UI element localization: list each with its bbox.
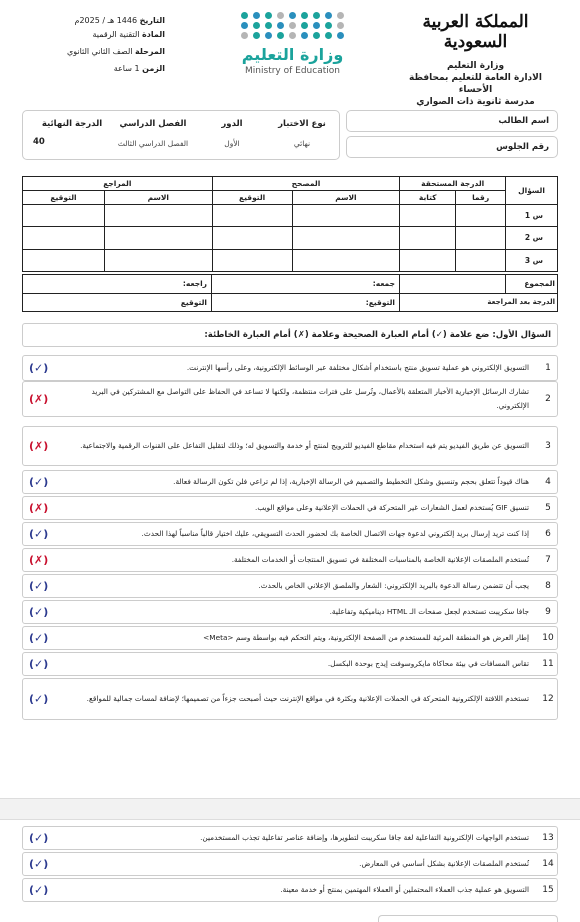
header-left [25, 14, 165, 76]
question-number: 14 [542, 859, 554, 869]
question-item [22, 574, 558, 598]
after-review-label: الدرجة بعد المراجعة [400, 293, 558, 312]
question-text: تنسيق GIF يُستخدم لعمل الشعارات غير المتحركة في الحملات الإعلانية وعلى مواقع الويب. [255, 503, 529, 512]
sign2-label: التوقيع [23, 293, 212, 312]
question-item [22, 355, 558, 381]
question-number: 12 [542, 694, 554, 704]
question-text: التسويق الإلكتروني هو عملية تسويق منتج باستخدام أشكال مختلفة عبر الوسائط الإلكترونية، وعلى رأسها الإنترنت. [186, 363, 529, 372]
check-mark-icon[interactable]: (✓) [29, 692, 49, 706]
question-number: 3 [545, 441, 551, 451]
question-number: 15 [542, 885, 554, 895]
page-break [0, 798, 580, 820]
question-number: 13 [542, 833, 554, 843]
table-row: س 2 [23, 227, 558, 249]
question-number: 9 [545, 607, 551, 617]
check-mark-icon[interactable]: (✓) [29, 527, 49, 541]
check-mark-icon[interactable]: (✓) [29, 657, 49, 671]
check-mark-icon[interactable]: (✓) [29, 361, 49, 375]
table-row: س 3 [23, 249, 558, 271]
student-name-field[interactable] [346, 110, 558, 132]
section-title [22, 323, 558, 347]
seat-number-field[interactable] [346, 136, 558, 158]
question-number: 6 [545, 529, 551, 539]
check-mark-icon[interactable]: (✓) [29, 605, 49, 619]
stage-value: الصف الثاني الثانوي [66, 47, 133, 56]
question-item [22, 496, 558, 520]
subject-label: المادة [142, 30, 165, 39]
corrector-header: المصحح [212, 177, 400, 191]
reviewed-label: راجعه: [23, 275, 212, 294]
question-number: 10 [542, 633, 554, 643]
question-text: تشارك الرسائل الإخبارية الأخبار المتعلقة بالأعمال، وتُرسل على فترات منتظمة، ولكنها لا تساعد في الحفاظ على التواصل مع المشتركين في البريد الإلكتروني. [91, 387, 529, 410]
earned-header: الدرجة المستحقة [400, 177, 506, 191]
question-text: التسويق عن طريق الفيديو يتم فيه استخدام مقاطع الفيديو للترويج لمنتج أو خدمة والتسويق له؛ وذلك لتقليل التفاعل على القنوات الرقمية والاجتماعية. [80, 441, 529, 450]
question-item [22, 522, 558, 546]
question-text: تُستخدم الملصقات الإعلانية بشكل أساسي في المعارض. [359, 859, 529, 868]
exam-type: نوع الاختبار نهائي [278, 119, 326, 148]
exam-info [22, 110, 340, 160]
question-text: إذا كنت تريد إرسال بريد إلكتروني لدعوة جهات الاتصال الخاصة بك لحضور الحدث التسويقي، عليك اختيار قالباً مناسباً لهذا الحدث. [141, 529, 529, 538]
question-number: 2 [545, 394, 551, 404]
next-section-box [378, 915, 558, 922]
question-number: 1 [545, 363, 551, 373]
table-row: س 1 [23, 205, 558, 227]
question-number: 8 [545, 581, 551, 591]
cross-mark-icon[interactable]: (✗) [29, 501, 49, 515]
question-item [22, 678, 558, 720]
question-item [22, 652, 558, 676]
check-mark-icon[interactable]: (✓) [29, 631, 49, 645]
final-grade: الدرجة النهائية 40 [33, 119, 103, 147]
school-name: مدرسة ثانوية ذات الصواري [416, 97, 535, 107]
question-item [22, 470, 558, 494]
cross-mark-icon[interactable]: (✗) [29, 439, 49, 453]
question-text: إطار العرض هو المنطقة المرئية للمستخدم من الصفحة الإلكترونية، ويتم التحكم فيه بواسطة وسم <Meta> [203, 633, 529, 642]
seat-number-label: رقم الجلوس [496, 142, 549, 152]
grades-table: السؤال الدرجة المستحقة المصحح المراجع رقما كتابة الاسم التوقيع الاسم التوقيع س 1 س 2 س 3 [22, 176, 558, 272]
logo-english: Ministry of Education [245, 66, 340, 76]
question-item [22, 381, 558, 417]
sign-label: التوقيع: [212, 293, 400, 312]
question-item [22, 626, 558, 650]
question-number: 5 [545, 503, 551, 513]
total-label: المجموع [506, 275, 558, 294]
ministry-name: وزارة التعليم [446, 61, 505, 71]
cross-mark-icon[interactable]: (✗) [29, 392, 49, 406]
section-title-text: السؤال الأول: ضع علامة (✓) أمام العبارة الصحيحة وعلامة (✗) أمام العبارة الخاطئة: [204, 330, 551, 340]
date-value: 1446 هـ / 2025م [74, 16, 138, 25]
check-mark-icon[interactable]: (✓) [29, 857, 49, 871]
cross-mark-icon[interactable]: (✗) [29, 553, 49, 567]
question-item [22, 878, 558, 902]
stage-label: المرحلة [135, 47, 165, 56]
time-value: 1 ساعة [113, 64, 140, 73]
question-text: تستخدم اللافتة الإلكترونية المتحركة في الحملات الإعلانية وبكثرة في مواقع الإنترنت حيث أصبحت جزءاً من تصميمها؛ لإضافة لمسات جمالية للمواقع. [86, 694, 529, 703]
question-number: 7 [545, 555, 551, 565]
question-item [22, 426, 558, 466]
check-mark-icon[interactable]: (✓) [29, 831, 49, 845]
question-text: التسويق هو عملية جذب العملاء المحتملين أو العملاء المهتمين بمنتج أو خدمة معينة. [280, 885, 529, 894]
exam-round: الدور الأول [221, 119, 243, 148]
question-item [22, 826, 558, 850]
reviewer-header: المراجع [23, 177, 213, 191]
gathered-label: جمعه: [212, 275, 400, 294]
date-label: التاريخ [139, 16, 165, 25]
semester: الفصل الدراسي الفصل الدراسي الثالث [117, 119, 189, 148]
question-text: جافا سكريبت تستخدم لجعل صفحات الـ HTML ديناميكية وتفاعلية. [329, 607, 529, 616]
totals-table [22, 274, 558, 312]
subject-value: التقنية الرقمية [92, 30, 140, 39]
ministry-logo [230, 12, 355, 76]
question-col-header: السؤال [506, 177, 558, 205]
question-text: تقاس المسافات في بيئة محاكاة مايكروسوفت إيدج بوحدة البكسل. [327, 659, 529, 668]
question-text: هناك قيوداً تتعلق بحجم وتنسيق وشكل التخطيط والتصميم في الرسالة الإخبارية، إذا لم تراعي فلن تكون الرسالة فعالة. [173, 477, 529, 486]
question-item [22, 852, 558, 876]
question-text: يجب أن تتضمن رسالة الدعوة بالبريد الإلكتروني: الشعار والملصق الإعلاني الخاص بالحدث. [258, 581, 529, 590]
question-item [22, 548, 558, 572]
check-mark-icon[interactable]: (✓) [29, 475, 49, 489]
student-name-label: اسم الطالب [498, 116, 549, 126]
question-text: تُستخدم الملصقات الإعلانية الخاصة بالمناسبات المختلفة في تسويق المنتجات أو الخدمات المختلفة. [231, 555, 529, 564]
header-right [393, 12, 558, 108]
time-label: الزمن [142, 64, 165, 73]
check-mark-icon[interactable]: (✓) [29, 579, 49, 593]
question-item [22, 600, 558, 624]
question-text: تستخدم الواجهات الإلكترونية التفاعلية لغة جافا سكريبت لتطويرها، وإضافة عناصر تفاعلية تجذب المستخدمين. [200, 833, 529, 842]
directorate-name: الادارة العامة للتعليم بمحافظة الأحساء [409, 73, 542, 95]
kingdom-title: المملكة العربية السعودية [422, 12, 529, 52]
question-number: 4 [545, 477, 551, 487]
logo-dots-icon [230, 12, 355, 39]
check-mark-icon[interactable]: (✓) [29, 883, 49, 897]
question-number: 11 [542, 659, 554, 669]
logo-arabic: وزارة التعليم [241, 45, 344, 64]
